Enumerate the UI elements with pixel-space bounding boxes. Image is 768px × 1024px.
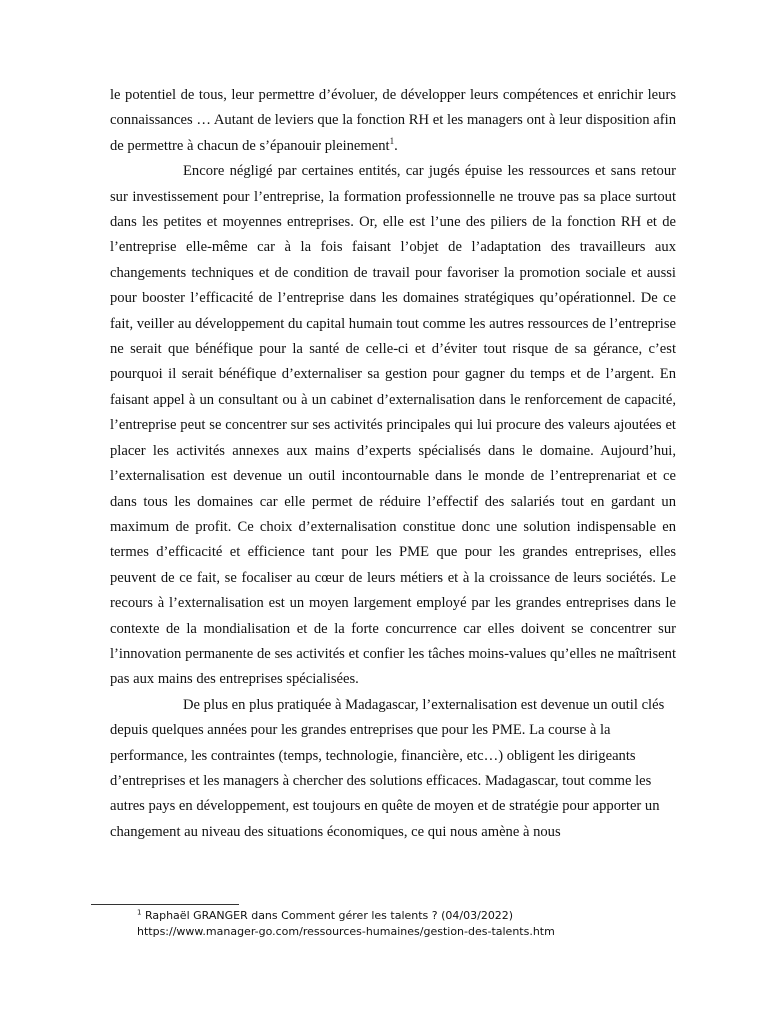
footnote-reference[interactable]: 1 [389, 135, 395, 146]
footnote-url[interactable]: https://www.manager-go.com/ressources-humaines/gestion-des-talents.htm [137, 924, 555, 938]
paragraph-2-text: Encore négligé par certaines entités, car jugés épuise les ressources et sans retour sur investissement pour l’entreprise, la formation professionnelle ne trouve pas sa place surtout dans les petites et moyennes entreprises. Or, elle est l’une des piliers de la fonction RH et de l’entreprise elle-même car à la fois faisant l’objet de l’adaptation des travailleurs aux changements techniques et de condition de travail pour favoriser la promotion sociale et aussi pour booster l’efficacité de l’entreprise dans les domaines stratégiques qu’opérationnel. De ce fait, veiller au développement du capital humain tout comme les autres ressources de l’entreprise ne serait que bénéfique pour la santé de celle-ci et d’éviter tout risque de sa gérance, c’est pourquoi il serait bénéfique d’externaliser sa gestion pour gagner du temps et de l’argent. En faisant appel à un consultant ou à un cabinet d’externalisation dans le renforcement de capacité, l’entreprise peut se concentrer sur ses activités principales qui lui procure des valeurs ajoutées et placer les activités annexes aux mains d’experts spécialisés dans le domaine. Aujourd’hui, l’externalisation est devenue un outil incontournable dans le monde de l’entreprenariat et ce dans tous les domaines car elle permet de réduire l’effectif des salariés tout en gardant un maximum de profit. Ce choix d’externalisation constitue donc une solution indispensable en termes d’efficacité et efficience tant pour les PME que pour les grandes entreprises, elles peuvent de ce fait, se focaliser au cœur de leurs métiers et à la croissance de leurs sociétés. Le recours à l’externalisation est un moyen largement employé par les grandes entreprises dans le contexte de la mondialisation et de la forte concurrence car elles doivent se concentrer sur l’innovation permanente de ses activités et confier les tâches moins-values qu’elles ne maîtrisent pas aux mains des entreprises spécialisées. [110, 163, 676, 688]
footnote-separator [91, 904, 239, 905]
paragraph-3 [110, 693, 676, 845]
body-text [110, 83, 676, 845]
footnote-citation [137, 908, 737, 924]
paragraph-3-text: De plus en plus pratiquée à Madagascar, l’externalisation est devenue un outil clés depuis quelques années pour les grandes entreprises que pour les PME. La course à la performance, les contraintes (temps, technologie, financière, etc…) obligent les dirigeants d’entreprises et les managers à chercher des solutions efficaces. Madagascar, tout comme les autres pays en développement, est toujours en quête de moyen et de stratégie pour apporter un changement au niveau des situations économiques, ce qui nous amène à nous [110, 696, 665, 840]
paragraph-1-trailing: . [394, 137, 398, 154]
footnote-number: 1 [137, 908, 142, 917]
paragraph-1 [110, 83, 676, 159]
paragraph-1-text: le potentiel de tous, leur permettre d’évoluer, de développer leurs compétences et enrichir leurs connaissances … Autant de leviers que la fonction RH et les managers ont à leur disposition afin de permettre à chacun de s’épanouir pleinement [110, 87, 676, 154]
footnote-citation-text: Raphaël GRANGER dans Comment gérer les talents ? (04/03/2022) [141, 909, 514, 922]
paragraph-2 [110, 159, 676, 693]
footnote [137, 908, 737, 939]
